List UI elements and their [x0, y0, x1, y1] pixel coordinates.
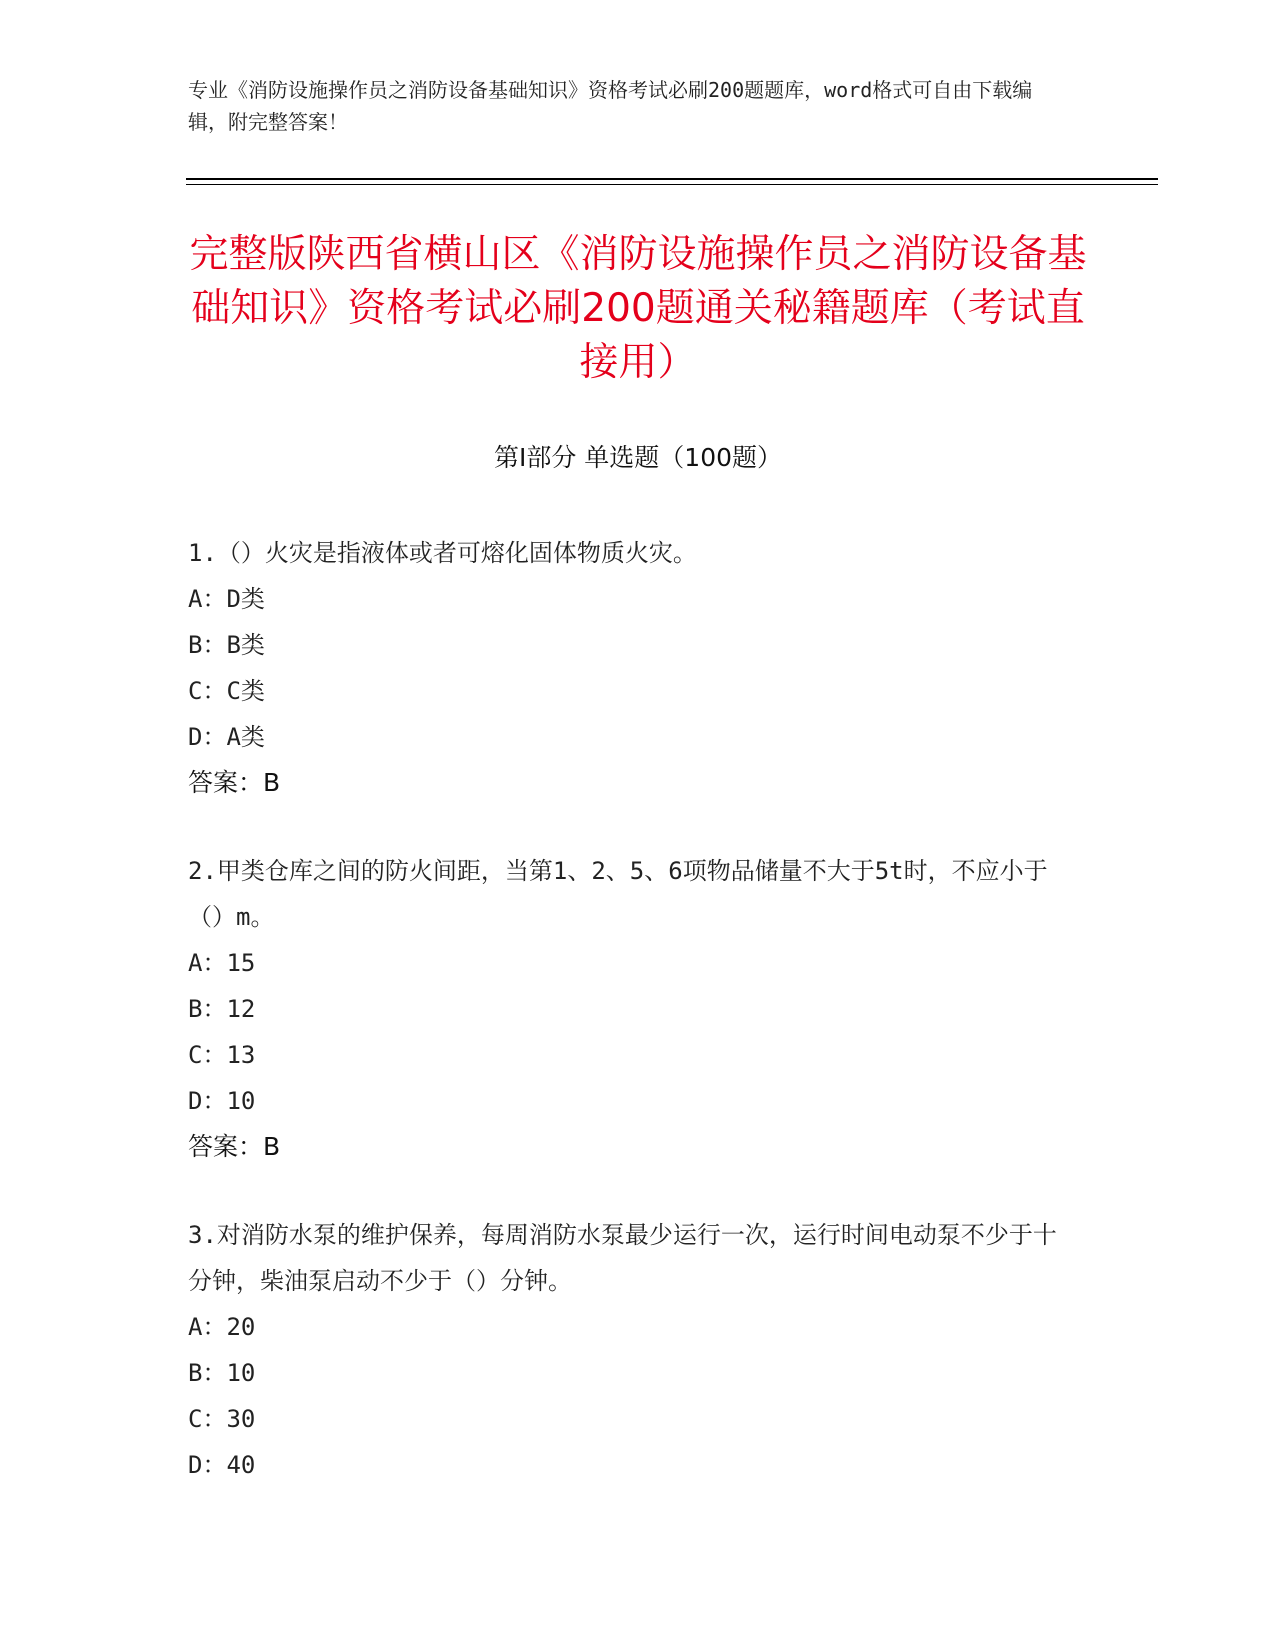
- document-title: 完整版陕西省横山区《消防设施操作员之消防设备基础知识》资格考试必刷200题通关秘籍题库（考试直接用）: [189, 232, 1087, 385]
- section-title: 第Ⅰ部分 单选题（100题）: [493, 443, 783, 472]
- option-a: A：20: [188, 1313, 256, 1341]
- option-d: D：A类: [188, 723, 265, 751]
- option-b: B：12: [188, 995, 256, 1023]
- answer: 答案：B: [188, 768, 281, 797]
- question-2: [188, 848, 1068, 1170]
- option-b: B：10: [188, 1359, 256, 1387]
- question-list: [188, 530, 1068, 1530]
- option-d: D：40: [188, 1451, 256, 1479]
- question-stem: 1.（）火灾是指液体或者可熔化固体物质火灾。: [188, 539, 697, 567]
- header-note: 专业《消防设施操作员之消防设备基础知识》资格考试必刷200题题库，word格式可自由下载编辑，附完整答案！: [188, 78, 1033, 134]
- option-c: C：13: [188, 1041, 256, 1069]
- question-1: [188, 530, 1068, 806]
- header-divider-thin: [186, 184, 1158, 185]
- option-d: D：10: [188, 1087, 256, 1115]
- question-stem: 2.甲类仓库之间的防火间距，当第1、2、5、6项物品储量不大于5t时，不应小于（）m。: [188, 857, 1048, 931]
- option-a: A：D类: [188, 585, 265, 613]
- option-c: C：30: [188, 1405, 256, 1433]
- question-3: [188, 1212, 1068, 1488]
- answer: 答案：B: [188, 1132, 281, 1161]
- option-c: C：C类: [188, 677, 265, 705]
- header-divider-thick: [186, 178, 1158, 180]
- question-stem: 3.对消防水泵的维护保养，每周消防水泵最少运行一次，运行时间电动泵不少于十分钟，柴油泵启动不少于（）分钟。: [188, 1221, 1057, 1295]
- option-a: A：15: [188, 949, 256, 977]
- option-b: B：B类: [188, 631, 265, 659]
